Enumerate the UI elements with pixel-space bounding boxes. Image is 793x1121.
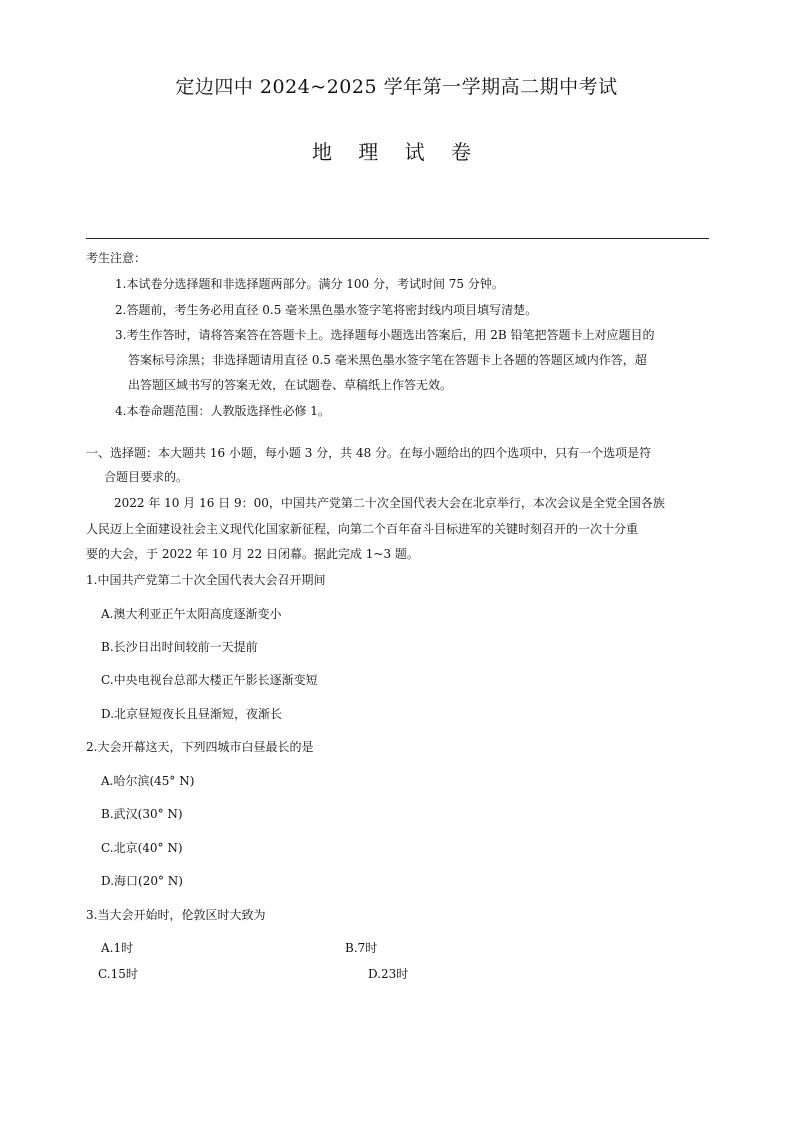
header-divider — [86, 238, 709, 239]
notice-item-3: 3.考生作答时，请将答案答在答题卡上。选择题每小题选出答案后，用 2B 铅笔把答题卡上对应题目的 — [115, 328, 655, 342]
notice-heading: 考生注意： — [86, 251, 147, 265]
question-2-option-d: D.海口(20° N) — [101, 874, 183, 888]
notice-item-3-cont-2: 出答题区域书写的答案无效，在试题卷、草稿纸上作答无效。 — [128, 378, 453, 392]
notice-item-2: 2.答题前，考生务必用直径 0.5 毫米黑色墨水签字笔将密封线内项目填写清楚。 — [115, 303, 538, 317]
question-1-option-d: D.北京昼短夜长且昼渐短，夜渐长 — [101, 707, 283, 721]
section-heading: 一、选择题：本大题共 16 小题，每小题 3 分，共 48 分。在每小题给出的四个选项中，只有一个选项是符 — [86, 446, 652, 460]
question-3-option-d: D.23时 — [368, 967, 409, 981]
question-3-option-c: C.15时 — [98, 967, 138, 981]
notice-item-1: 1.本试卷分选择题和非选择题两部分。满分 100 分，考试时间 75 分钟。 — [115, 277, 504, 291]
question-1-stem: 1.中国共产党第二十次全国代表大会召开期间 — [86, 573, 326, 587]
question-1-option-c: C.中央电视台总部大楼正午影长逐渐变短 — [101, 673, 318, 687]
question-2-option-b: B.武汉(30° N) — [101, 807, 183, 821]
question-2-option-c: C.北京(40° N) — [101, 841, 183, 855]
notice-item-4: 4.本卷命题范围：人教版选择性必修 1。 — [115, 404, 330, 418]
question-3-option-a: A.1时 — [101, 941, 134, 955]
notice-item-3-cont-1: 答案标号涂黑；非选择题请用直径 0.5 毫米黑色墨水签字笔在答题卡上各题的答题区域内作答，超 — [128, 353, 647, 367]
question-1-option-b: B.长沙日出时间较前一天提前 — [101, 640, 258, 654]
question-1-option-a: A.澳大利亚正午太阳高度逐渐变小 — [101, 607, 282, 621]
exam-title: 定边四中 2024~2025 学年第一学期高二期中考试 — [175, 76, 618, 98]
exam-subtitle: 地 理 试 卷 — [311, 140, 482, 164]
question-2-option-a: A.哈尔滨(45° N) — [101, 774, 195, 788]
question-3-stem: 3.当大会开始时，伦敦区时大致为 — [86, 908, 266, 922]
question-2-stem: 2.大会开幕这天，下列四城市白昼最长的是 — [86, 740, 314, 754]
passage-line-2: 人民迈上全面建设社会主义现代化国家新征程，向第二个百年奋斗目标进军的关键时刻召开的一次十分重 — [86, 522, 639, 536]
passage-line-3: 要的大会，于 2022 年 10 月 22 日闭幕。据此完成 1~3 题。 — [86, 547, 419, 561]
section-heading-cont: 合题目要求的。 — [104, 470, 189, 484]
passage-line-1: 2022 年 10 月 16 日 9：00，中国共产党第二十次全国代表大会在北京举行，本次会议是全党全国各族 — [114, 496, 665, 510]
question-3-option-b: B.7时 — [345, 941, 378, 955]
